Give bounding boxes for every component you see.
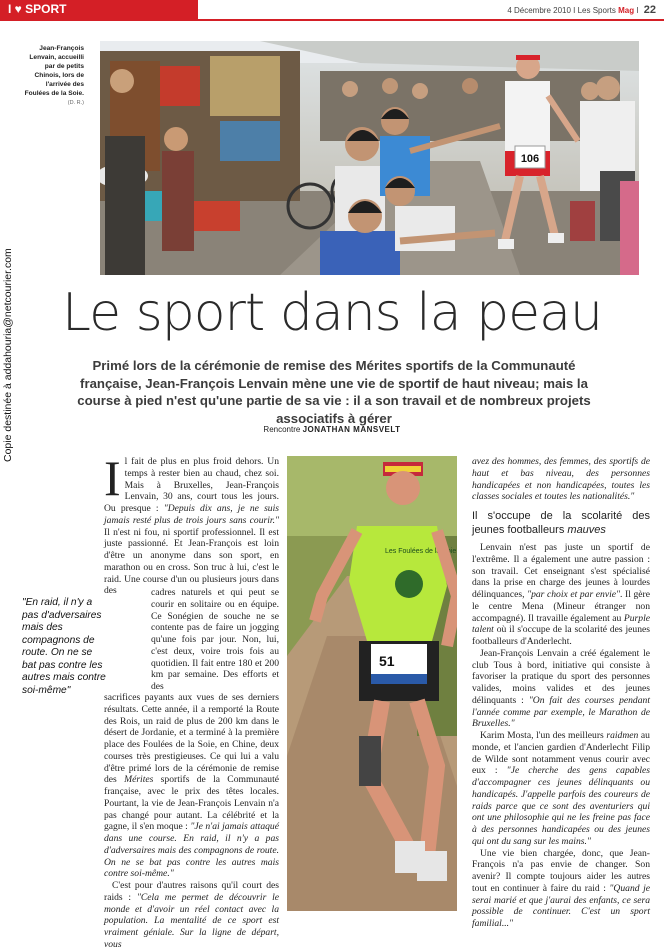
text-run: Jean-François Lenvain a créé également le club Tous à bord, initiative qui consiste à favoriser la pratique du sport des personnes valides, moins valides et des jeunes délinquants : <box>472 647 650 706</box>
text-run: où il s'occupe de la scolarité des jeunes footballeurs d'Anderlecht. <box>472 624 650 647</box>
paragraph <box>104 880 279 951</box>
article-column-1 <box>104 450 280 597</box>
subheading-text: Il s'occupe de la scolarité des jeunes footballeurs <box>472 510 650 536</box>
paragraph <box>472 542 650 648</box>
paragraph <box>472 456 650 503</box>
quote-run: "Je cherche des gens capables d'accompagner ces jeunes délinquants ou handicapés. J'appelle parfois des coureurs de raids parce que ce sont des aventuriers qui ont une philosophie qui ne les freine pas face à des personnes handicapées ou des jeunes qui ont du sang sur les mains." <box>472 765 650 847</box>
photo-credit: (D. R.) <box>67 100 84 106</box>
byline-author: JONATHAN MANSVELT <box>302 425 401 434</box>
emphasis-run: Purple talent <box>472 612 650 636</box>
text-run: Il n'est ni fou, ni sportif professionnel. Il est juste passionné. Et Jean-François est loin d'être un anonyme dans son sport, en marathon ou en cross. Son truc à lui, c'est le raid. Une course d'un ou plusieurs jours dans des <box>104 526 279 597</box>
article-column-1-indented <box>151 587 279 693</box>
shirt-sponsor: Les Foulées de la Soie <box>385 548 457 555</box>
text-run: sportifs de la Communauté française, avec le prix des têtes locales. Pourtant, la vie de Jean-François Lenvain n'a pas changé pour autant. La célébrité et la gagne, il s'en moque : <box>104 774 279 833</box>
paragraph: cadres naturels et qui peut se courir en solitaire ou en équipe. Ce Sonégien de souche ne se contente pas de faire un jogging qu'une fois par jour. Non, lui, c'est deux, voire trois fois au quotidien. Il fait entre 180 et 200 km par semaine. Des efforts et des <box>151 587 279 692</box>
magazine-name: Mag <box>618 6 635 15</box>
article-column-1-lower <box>104 692 279 951</box>
text-run: sacrifices payants aux vues de ses derniers résultats. Cette année, il a remporté la Route des Rois, un raid de plus de 200 km dans le désert de Jordanie, et a terminé à la première place des Foulées de la Soie, en Chine, deux courses très prestigieuses. Ce qui lui a valu d'être primé lors de la cérémonie de remise des <box>104 692 279 786</box>
paragraph <box>472 848 650 930</box>
quote-run: avez des hommes, des femmes, des sportifs de haut et bas niveau, des personnes handicapées et non handicapées, toutes les classes sociales et toutes les nationalités." <box>472 456 650 503</box>
quote-run: "Cela me permet de découvrir le monde et d'avoir un réel contact avec la population. La mentalité de ce sport est vraiment géniale. Sur la ligne de départ, vous <box>104 891 279 950</box>
quote-run: "Depuis dix ans, je ne suis jamais resté plus de trois jours sans courir." <box>104 503 280 526</box>
quote-run: "On fait des courses pendant l'année comme par exemple, le Marathon de Bruxelles." <box>472 694 650 730</box>
quote-run: "par choix et par envie" <box>527 589 621 600</box>
text-run: Lenvain n'est pas juste un sportif de l'extrême. Il a également une autre passion : son travail. Cet enseignant s'est spécialisé dans la prise en charge des jeunes à lourdes délinquances, <box>472 542 650 600</box>
article-column-3 <box>472 456 650 930</box>
text-run: au monde, et l'ancien gardien d'Anderlecht Filip de Wilde sont notamment venus courir avec eux : <box>472 730 650 777</box>
paragraph <box>104 692 279 880</box>
quote-run: "Quand je serai marié et que j'aurai des enfants, ce sera possible de continuer. C'est un sport familial..." <box>472 882 650 929</box>
drop-cap: I <box>104 450 121 506</box>
text-run: l fait de plus en plus froid dehors. Un temps à rester bien au chaud, chez soi. Mais à Bruxelles, Jean-François Lenvain, 30 ans, court tous les jours. Ou presque : <box>104 456 279 514</box>
headline: Le sport dans la peau <box>62 283 602 343</box>
paragraph <box>472 648 650 730</box>
caption-text: Jean-François Lenvain, accueilli par de petits Chinois, lors de l'arrivée des Foulées de la Soie. <box>24 45 84 97</box>
header-rule <box>0 19 664 21</box>
text-run: C'est pour d'autres raisons qu'il court des raids : <box>104 880 279 903</box>
paragraph <box>104 450 280 597</box>
page-info <box>507 4 656 16</box>
paragraph <box>472 730 650 848</box>
pull-quote: "En raid, il n'y a pas d'adversaires mais des compagnons de route. On ne se bat pas contre les autres mais contre soi-même" <box>22 597 106 696</box>
bib-number: 51 <box>379 653 395 669</box>
byline <box>0 425 664 434</box>
emphasis-run: raidmen <box>606 730 639 741</box>
quote-run: "Je n'ai jamais attaqué dans une course. En raid, il n'y a pas d'adversaires mais des compagnons de route. On ne se bat pas contre les autres mais contre soi-même." <box>104 821 279 880</box>
emphasis-run: Mérites <box>124 774 154 786</box>
text-run: . Il gère le centre Mena (Mineur étranger non accompagné). Il travaille également au <box>472 589 650 624</box>
text-run: Karim Mosta, l'un des meilleurs <box>480 730 607 741</box>
standfirst: Primé lors de la cérémonie de remise des Mérites sportifs de la Communauté française, Jean-François Lenvain mène une vie de sportif de haut niveau; mais la course à pied n'est qu'une partie de sa vie : il a son travail et de nombreux projets associatifs à gérer <box>77 358 591 426</box>
page-number: 22 <box>643 4 656 16</box>
photo-caption <box>20 44 84 108</box>
byline-prefix: Rencontre <box>263 425 301 434</box>
section-label: I ♥ SPORT <box>8 2 67 16</box>
runner-photo <box>287 456 457 911</box>
runner-bib-number: 106 <box>520 153 540 165</box>
section-tab <box>0 0 198 19</box>
arrival-photo <box>100 41 639 275</box>
text-run: Une vie bien chargée, donc, que Jean-François n'a pas envie de changer. Son avenir? Il compte toujours aider les autres tout en continuer à faire du raid : <box>472 847 650 894</box>
copy-notice: Copie destinée à addahouria@netcourier.com <box>2 248 14 462</box>
subheading <box>472 509 650 537</box>
issue-date: 4 Décembre 2010 I Les Sports <box>507 6 616 15</box>
separator: I <box>634 6 641 15</box>
subheading-emphasis: mauves <box>567 524 606 536</box>
